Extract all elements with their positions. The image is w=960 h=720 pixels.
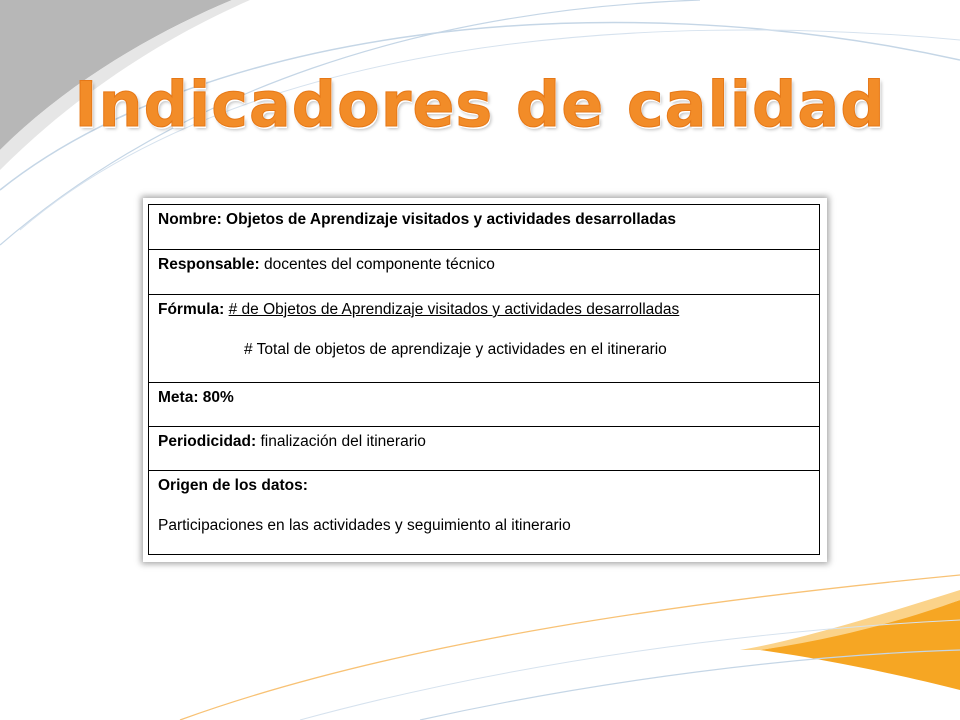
origen-label: Origen de los datos: (158, 477, 308, 494)
slide-title: Indicadores de calidad (74, 68, 886, 141)
formula-denominator: # Total de objetos de aprendizaje y actividades en el itinerario (244, 341, 667, 358)
indicator-table (148, 204, 820, 555)
periodicidad-value: finalización del itinerario (260, 433, 426, 450)
meta-value: 80% (202, 389, 234, 406)
responsable-value: docentes del componente técnico (263, 256, 495, 273)
formula-numerator: # de Objetos de Aprendizaje visitados y actividades desarrolladas (228, 301, 680, 318)
origen-value: Participaciones en las actividades y seguimiento al itinerario (158, 517, 571, 534)
row-nombre (149, 205, 819, 250)
row-meta (149, 383, 819, 427)
indicator-card (143, 198, 827, 562)
periodicidad-label: Periodicidad: (158, 433, 257, 450)
row-origen (149, 471, 819, 556)
meta-label: Meta: (158, 389, 199, 406)
row-formula (149, 295, 819, 383)
formula-label: Fórmula: (158, 301, 225, 318)
responsable-label: Responsable: (158, 256, 260, 273)
nombre-label: Nombre: (158, 211, 222, 228)
row-periodicidad (149, 427, 819, 471)
row-responsable (149, 250, 819, 295)
nombre-value: Objetos de Aprendizaje visitados y actividades desarrolladas (226, 211, 677, 228)
